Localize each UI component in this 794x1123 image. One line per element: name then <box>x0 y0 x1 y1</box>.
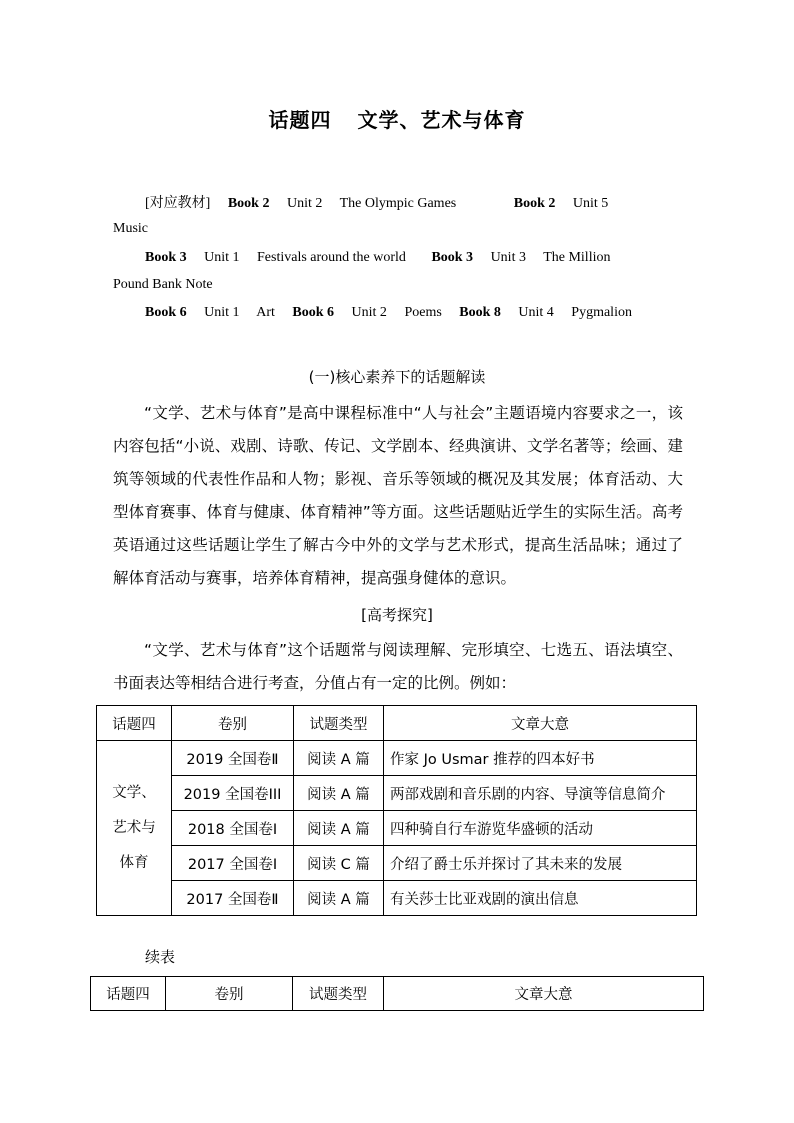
summary-cell: 四种骑自行车游览华盛顿的活动 <box>384 811 697 846</box>
summary-cell: 两部戏剧和音乐剧的内容、导演等信息简介 <box>384 776 697 811</box>
gaokao-paragraph: “文学、艺术与体育”这个话题常与阅读理解、完形填空、七选五、语法填空、书面表达等相结合进行考查，分值占有一定的比例。例如： <box>113 641 683 692</box>
page-title <box>0 104 794 133</box>
header-cell: 话题四 <box>97 706 172 741</box>
summary-cell: 介绍了爵士乐并探讨了其未来的发展 <box>384 846 697 881</box>
header-cell: 试题类型 <box>294 706 384 741</box>
header-cell: 文章大意 <box>384 706 697 741</box>
summary-cell: 有关莎士比亚戏剧的演出信息 <box>384 881 697 916</box>
materials-line-2 <box>145 250 610 266</box>
book-ref: Book 2 <box>513 196 556 211</box>
book-ref: Book 2 <box>227 196 270 211</box>
section-heading: (一)核心素养下的话题解读 <box>308 368 486 386</box>
table-row <box>97 881 697 916</box>
materials-line-2-wrap <box>113 277 213 293</box>
header-cell: 试题类型 <box>293 977 384 1011</box>
unit-ref: Unit 3 <box>490 250 526 265</box>
table-row <box>97 811 697 846</box>
unit-name: Poems <box>404 305 442 320</box>
header-cell: 卷别 <box>166 977 293 1011</box>
table-header-row <box>91 977 704 1011</box>
unit-name: Pygmalion <box>571 305 632 320</box>
unit-ref: Unit 1 <box>204 305 240 320</box>
unit-name: Music <box>113 221 148 236</box>
unit-ref: Unit 2 <box>351 305 387 320</box>
materials-line-3 <box>145 305 632 321</box>
paper-cell: 2018 全国卷Ⅰ <box>172 811 294 846</box>
table-row <box>97 741 697 776</box>
topic-interpretation-paragraph: “文学、艺术与体育”是高中课程标准中“人与社会”主题语境内容要求之一，该内容包括“小说、戏剧、诗歌、传记、文学剧本、经典演讲、文学名著等；绘画、建筑等领域的代表性作品和人物；影视、音乐等领域的概况及其发展；体育活动、大型体育赛事、体育与健康、体育精神”等方面。这些话题贴近学生的实际生活。高考英语通过这些话题让学生了解古今中外的文学与艺术形式，提高生活品味；通过了解体育活动与赛事，培养体育精神，提高强身健体的意识。 <box>113 404 683 587</box>
topic-cell-line: 艺术与 <box>112 819 156 836</box>
topic-cell-line: 体育 <box>119 854 149 871</box>
type-cell: 阅读 A 篇 <box>294 881 384 916</box>
title-topic-name: 文学、艺术与体育 <box>357 108 526 132</box>
materials-line-1 <box>145 192 608 212</box>
materials-line-1-wrap <box>113 221 148 237</box>
table-header-row <box>97 706 697 741</box>
book-ref: Book 8 <box>459 305 501 320</box>
book-ref: Book 6 <box>292 305 335 320</box>
type-cell: 阅读 A 篇 <box>294 741 384 776</box>
unit-ref: Unit 2 <box>286 196 323 211</box>
table-row <box>97 776 697 811</box>
paper-cell: 2019 全国卷Ⅱ <box>172 741 294 776</box>
continued-table <box>90 976 704 1011</box>
summary-cell: 作家 Jo Usmar 推荐的四本好书 <box>384 741 697 776</box>
paper-cell: 2017 全国卷Ⅱ <box>172 881 294 916</box>
book-ref: Book 6 <box>145 305 187 320</box>
header-cell: 话题四 <box>91 977 166 1011</box>
type-cell: 阅读 A 篇 <box>294 811 384 846</box>
unit-ref: Unit 1 <box>204 250 240 265</box>
unit-ref: Unit 4 <box>518 305 554 320</box>
header-cell: 文章大意 <box>384 977 704 1011</box>
paper-cell: 2017 全国卷Ⅰ <box>172 846 294 881</box>
unit-name: The Olympic Games <box>339 196 457 211</box>
type-cell: 阅读 A 篇 <box>294 776 384 811</box>
book-ref: Book 3 <box>431 250 474 265</box>
paper-cell: 2019 全国卷III <box>172 776 294 811</box>
header-cell: 卷别 <box>172 706 294 741</box>
unit-name: Pound Bank Note <box>113 277 213 292</box>
type-cell: 阅读 C 篇 <box>294 846 384 881</box>
unit-name: Art <box>256 305 275 320</box>
unit-name: Festivals around the world <box>257 250 406 265</box>
exam-table <box>96 705 697 916</box>
topic-cell <box>97 741 172 916</box>
unit-name: The Million <box>543 250 611 265</box>
gaokao-heading: [高考探究] <box>361 606 433 624</box>
unit-ref: Unit 5 <box>572 196 609 211</box>
title-topic-number: 话题四 <box>268 108 332 132</box>
continued-label: 续表 <box>145 948 176 966</box>
table-row <box>97 846 697 881</box>
book-ref: Book 3 <box>145 250 187 265</box>
materials-label: [对应教材] <box>145 196 211 211</box>
topic-cell-line: 文学、 <box>112 784 156 801</box>
